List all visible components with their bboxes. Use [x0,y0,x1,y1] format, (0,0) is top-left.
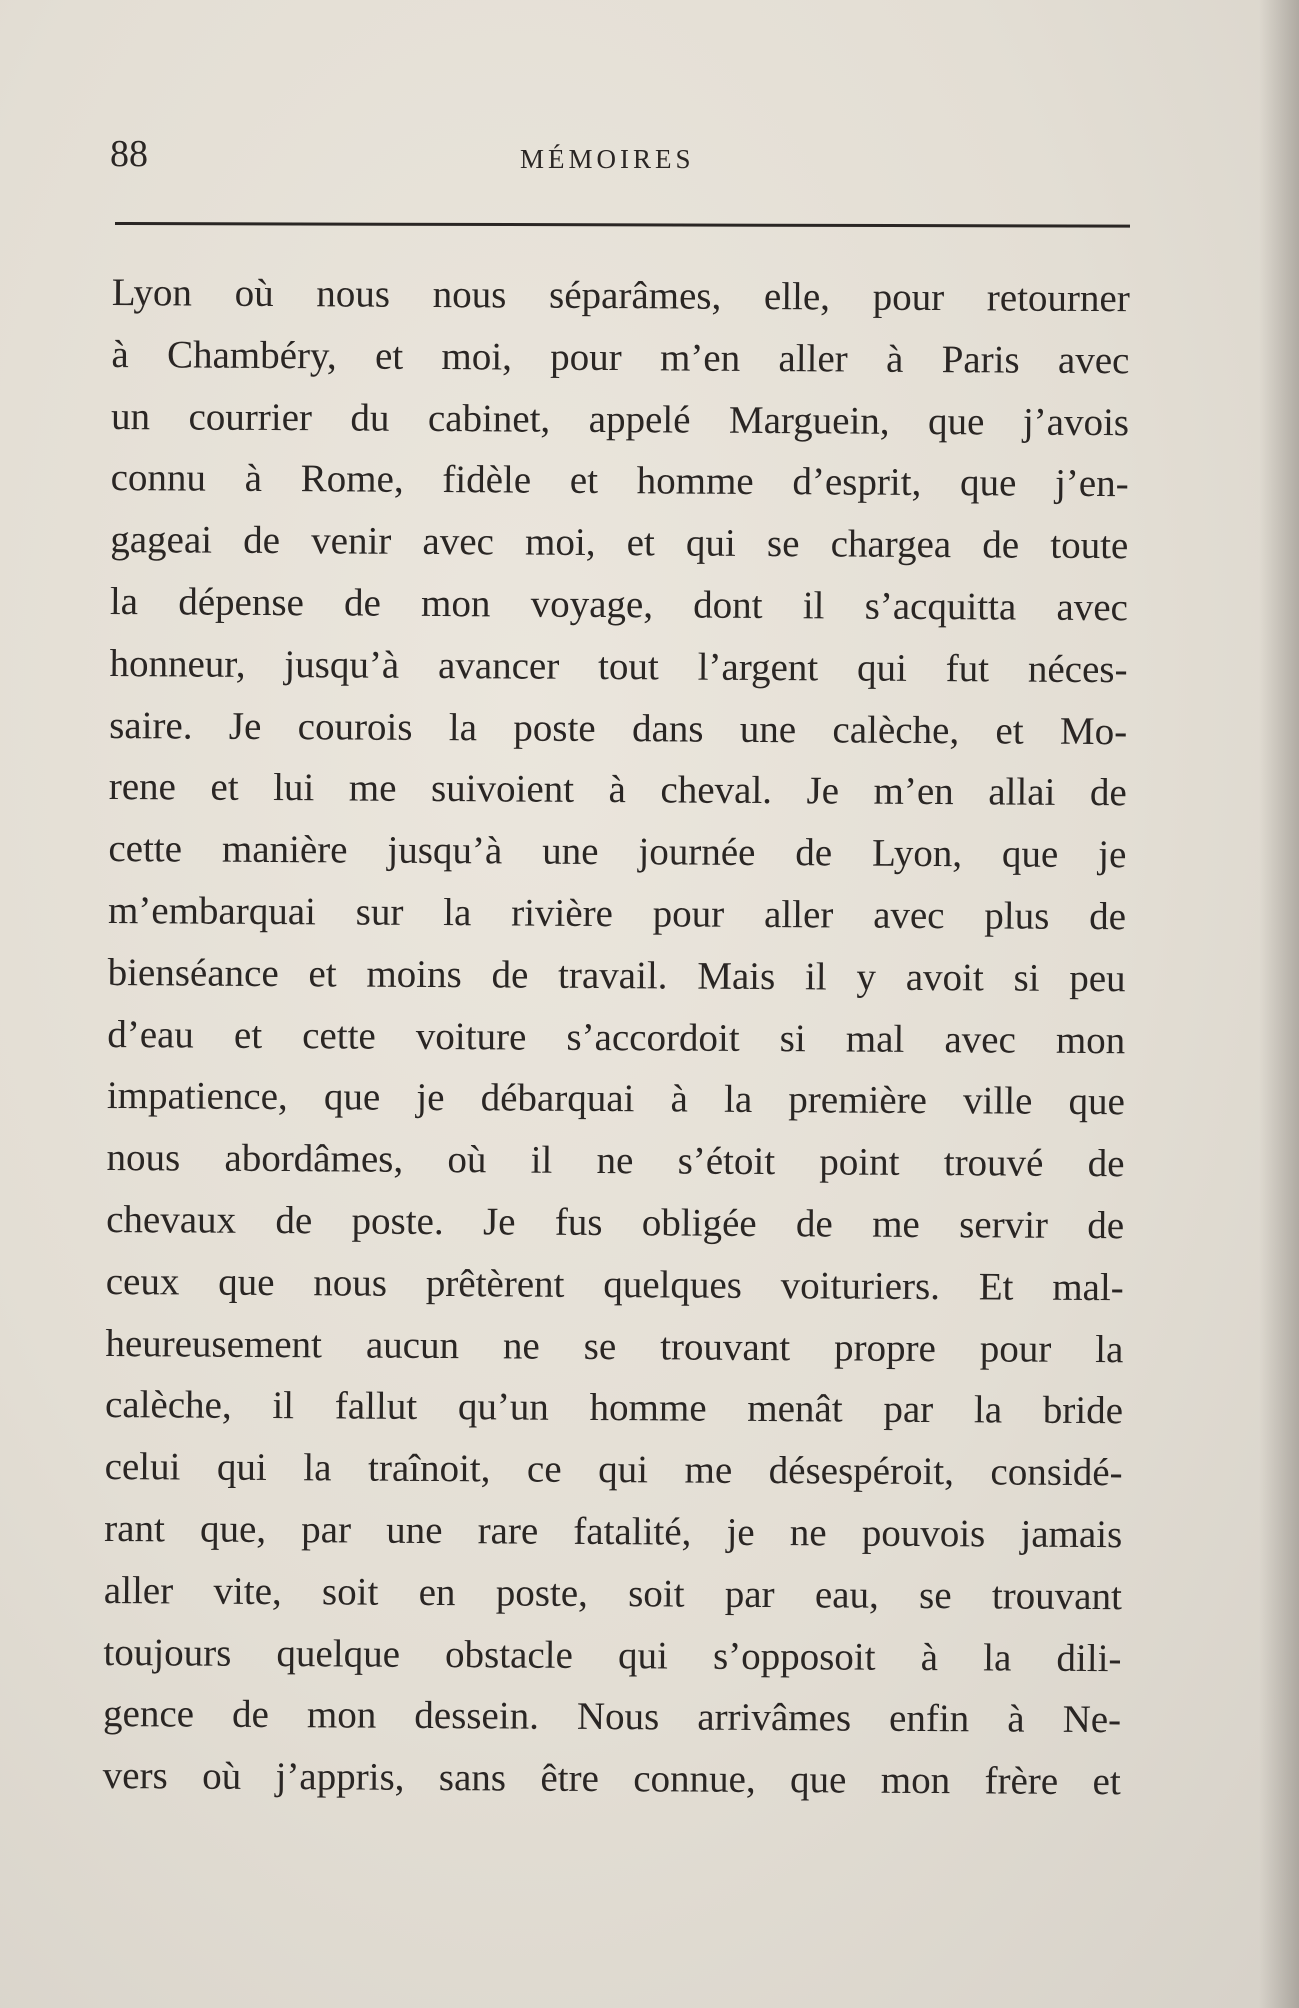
text-line: à Chambéry, et moi, pour m’en aller à Paris avec [111,332,1130,383]
text-line: chevaux de poste. Je fus obligée de me servir de [106,1197,1125,1248]
running-head [110,120,1130,180]
text-line: bienséance et moins de travail. Mais il y avoit si peu [107,950,1126,1000]
text-line: la dépense de mon voyage, dont il s’acquitta avec [109,579,1129,630]
text-line: un courrier du cabinet, appelé Marguein, que j’avois [110,394,1130,444]
text-line: m’embarquai sur la rivière pour aller avec plus de [107,888,1127,939]
text-line: gageai de venir avec moi, et qui se chargea de toute [110,518,1129,568]
text-line: aller vite, soit en poste, soit par eau, se trouvant [103,1568,1122,1618]
body-text [103,262,1130,1813]
text-line: celui qui la traînoit, ce qui me désespéroit, considé- [104,1445,1123,1495]
text-line: calèche, il fallut qu’un homme menât par la bride [104,1383,1124,1433]
text-line: Lyon où nous nous séparâmes, elle, pour retourner [111,270,1130,321]
text-line: vers où j’appris, sans être connue, que mon frère et [102,1754,1121,1804]
text-line: nous abordâmes, où il ne s’étoit point trouvé de [106,1136,1125,1186]
text-line: connu à Rome, fidèle et homme d’esprit, que j’en- [110,456,1129,506]
text-line: heureusement aucun ne se trouvant propre pour la [105,1321,1124,1371]
text-line: toujours quelque obstacle qui s’opposoit à la dili- [103,1630,1122,1680]
text-line: ceux que nous prêtèrent quelques voituriers. Et mal- [105,1259,1124,1309]
text-line: saire. Je courois la poste dans une calèche, et Mo- [109,703,1128,753]
text-line: rene et lui me suivoient à cheval. Je m’en allai de [108,765,1127,815]
text-line: honneur, jusqu’à avancer tout l’argent qui fut néces- [109,641,1128,691]
running-title: MÉMOIRES [520,144,695,174]
text-line: cette manière jusqu’à une journée de Lyon, que je [108,827,1127,877]
header-rule [115,222,1130,228]
text-line: impatience, que je débarquai à la première ville que [106,1074,1126,1124]
text-line: d’eau et cette voiture s’accordoit si mal avec mon [107,1012,1126,1062]
page-number: 88 [110,133,148,175]
text-line: rant que, par une rare fatalité, je ne pouvois jamais [104,1506,1123,1557]
text-line: gence de mon dessein. Nous arrivâmes enfin à Ne- [103,1692,1122,1742]
